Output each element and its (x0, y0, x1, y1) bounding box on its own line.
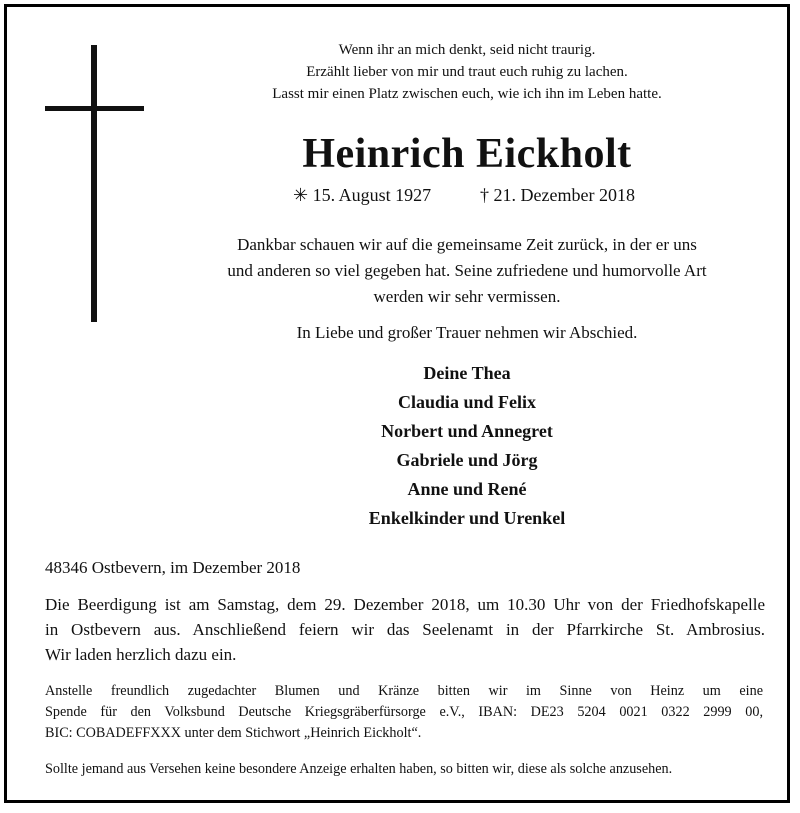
obituary-frame (4, 4, 790, 803)
donation-line: BIC: COBADEFFXXX unter dem Stichwort „Heinrich Eickholt“. (45, 725, 422, 741)
poem-line: Lasst mir einen Platz zwischen euch, wie ich ihn im Leben hatte. (272, 86, 662, 102)
place-date: 48346 Ostbevern, im Dezember 2018 (45, 558, 301, 577)
mourner-name: Deine Thea (423, 363, 511, 383)
tribute-line: und anderen so viel gegeben hat. Seine zufriedene und humorvolle Art (227, 261, 707, 280)
poem-line: Wenn ihr an mich denkt, seid nicht traurig. (338, 42, 596, 58)
funeral-line: Die Beerdigung ist am Samstag, dem 29. Dezember 2018, um 10.30 Uhr von der Friedhofskapelle (45, 595, 765, 614)
cross-icon (91, 45, 97, 322)
mourner-name: Claudia und Felix (397, 392, 537, 412)
tribute-text (167, 232, 767, 310)
donation-line: Anstelle freundlich zugedachter Blumen und Kränze bitten wir im Sinne von Heinz um eine (45, 683, 763, 699)
mourner-name: Gabriele und Jörg (396, 450, 538, 470)
farewell-text: In Liebe und großer Trauer nehmen wir Abschied. (296, 323, 638, 342)
poem (207, 39, 727, 105)
mourner-name: Enkelkinder und Urenkel (368, 508, 566, 528)
closing-note: Sollte jemand aus Versehen keine besondere Anzeige erhalten haben, so bitten wir, diese als solche anzusehen. (45, 761, 673, 777)
tribute-line: werden wir sehr vermissen. (373, 287, 561, 306)
deceased-name: Heinrich Eickholt (302, 131, 632, 177)
mourner-name: Norbert und Annegret (381, 421, 553, 441)
funeral-line: in Ostbevern aus. Anschließend feiern wir das Seelenamt in der Pfarrkirche St. Ambrosius. (45, 620, 765, 639)
mourners-list (167, 359, 767, 533)
cross-icon-bar (45, 106, 144, 111)
funeral-line: Wir laden herzlich dazu ein. (45, 645, 237, 664)
death-date: † 21. Dezember 2018 (480, 185, 635, 205)
tribute-line: Dankbar schauen wir auf die gemeinsame Zeit zurück, in der er uns (237, 235, 697, 254)
funeral-info (45, 592, 765, 667)
donation-line: Spende für den Volksbund Deutsche Kriegsgräberfürsorge e.V., IBAN: DE23 5204 0021 0322 2999 00, (45, 704, 763, 720)
donation-info (45, 681, 763, 744)
poem-line: Erzählt lieber von mir und traut euch ruhig zu lachen. (306, 64, 628, 80)
birth-date: ✳ 15. August 1927 (293, 185, 432, 205)
mourner-name: Anne und René (407, 479, 527, 499)
